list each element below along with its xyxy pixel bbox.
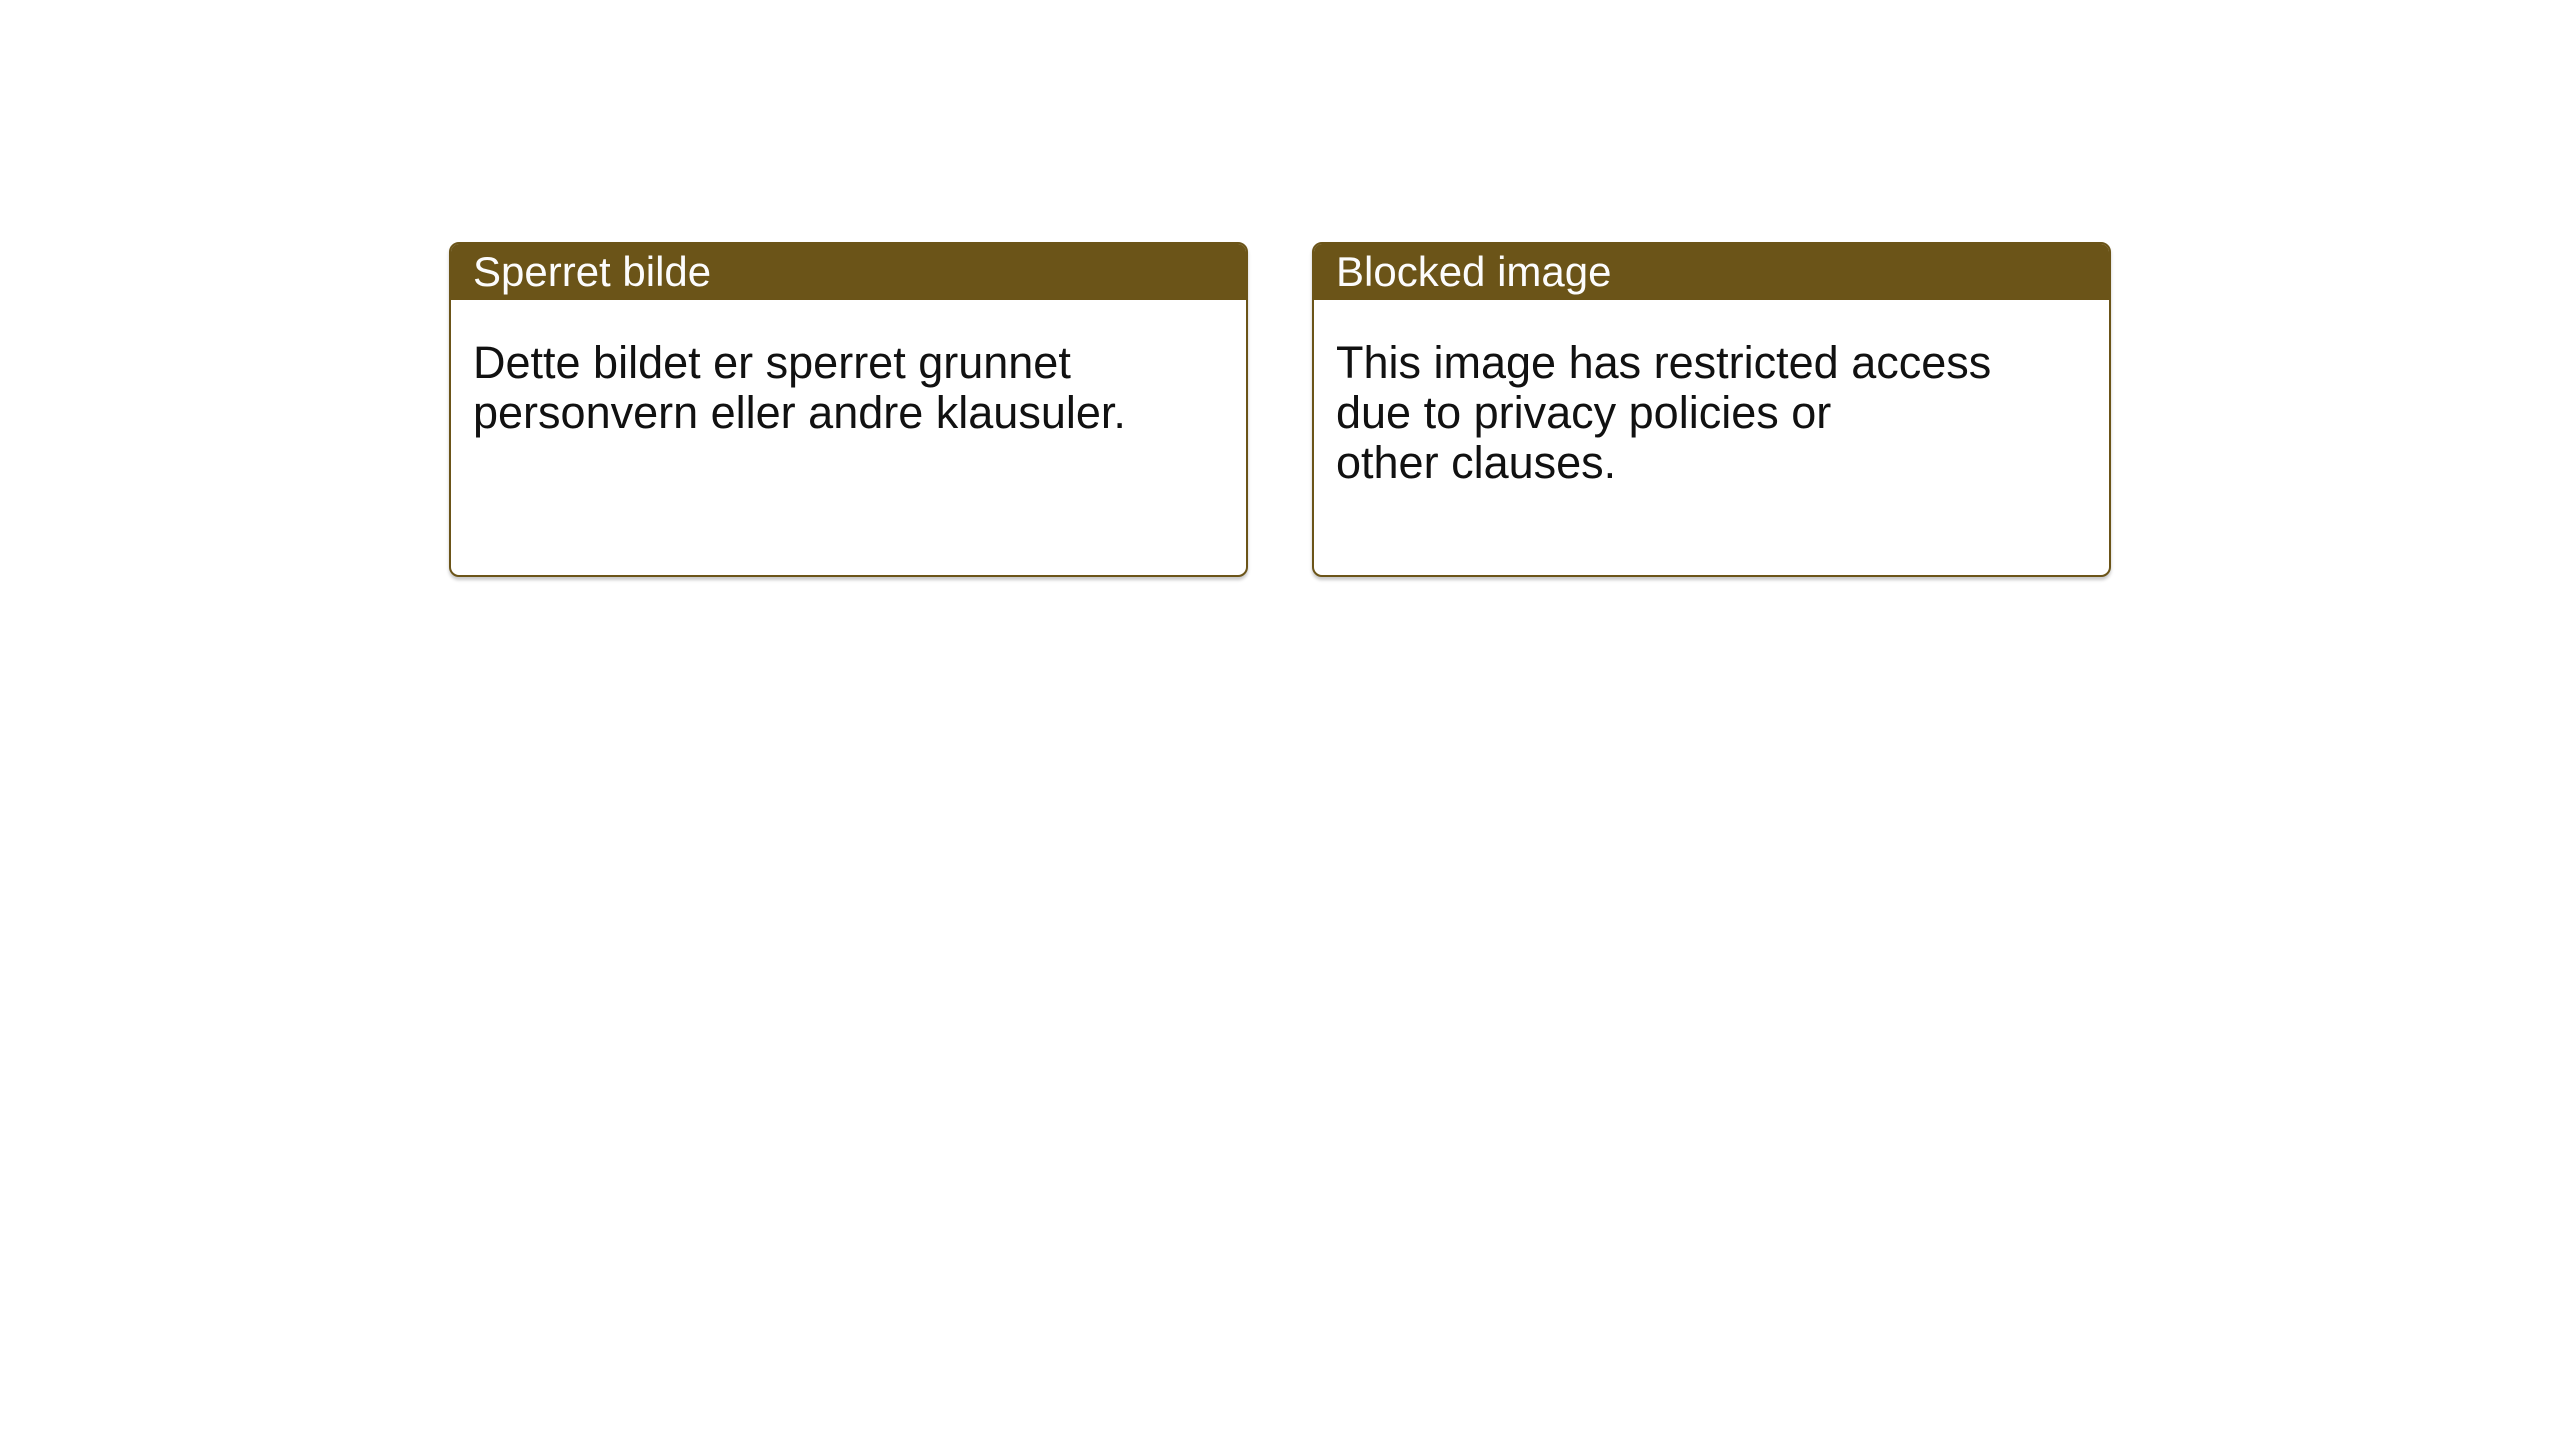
card-body-line: due to privacy policies or [1336, 387, 1832, 438]
card-body-line: personvern eller andre klausuler. [473, 387, 1126, 438]
blocked-image-card-norwegian [449, 242, 1248, 577]
card-body-line: other clauses. [1336, 437, 1617, 488]
card-body-english [1314, 300, 2109, 488]
card-header-english [1314, 244, 2109, 300]
card-header-norwegian [451, 244, 1246, 300]
card-body-line: Dette bildet er sperret grunnet [473, 337, 1071, 388]
blocked-image-card-english [1312, 242, 2111, 577]
card-body-line: This image has restricted access [1336, 337, 1992, 388]
card-body-norwegian [451, 300, 1246, 438]
card-title-english: Blocked image [1336, 248, 1612, 295]
card-title-norwegian: Sperret bilde [473, 248, 712, 295]
